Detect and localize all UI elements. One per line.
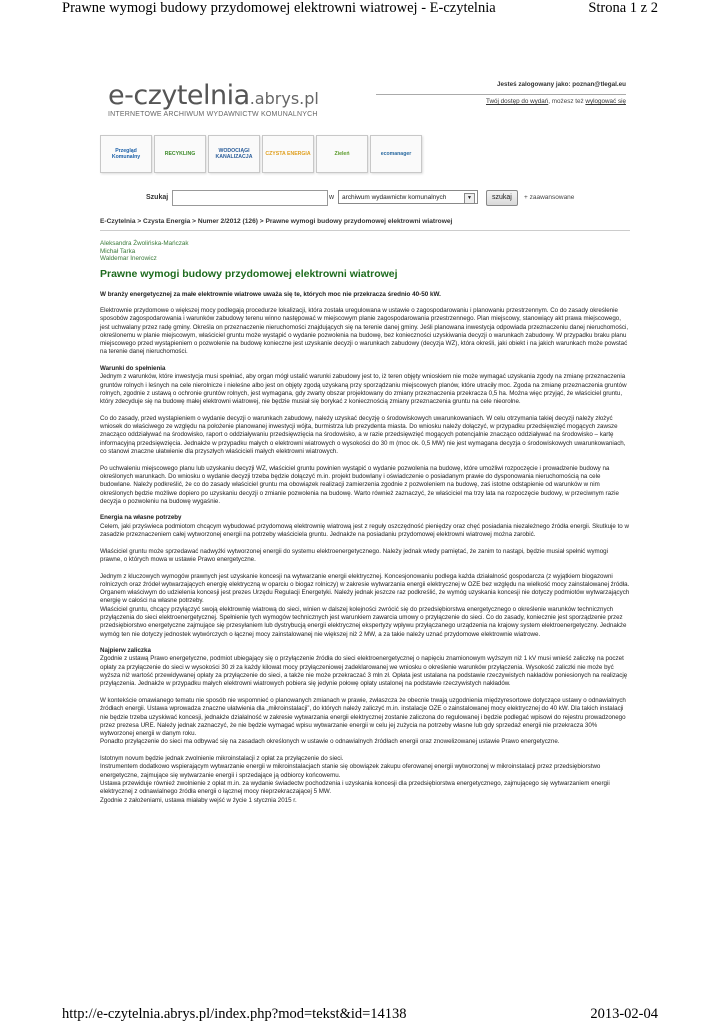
banner-label: Przegląd Komunalny [111,148,141,160]
banner-label: WODOCIĄGI KANALIZACJA [215,148,253,160]
chevron-down-icon[interactable]: ▼ [464,193,475,204]
site-tagline: INTERNETOWE ARCHIWUM WYDAWNICTW KOMUNALNYCH [108,111,318,118]
banner-label: RECYKLING [164,151,196,157]
author[interactable]: Aleksandra Żwolińska-Mańczak [100,240,189,247]
breadcrumb-divider [100,230,630,231]
breadcrumb [100,218,630,231]
publication-banner[interactable] [100,135,152,173]
logo-main: e-czytelnia [108,80,250,111]
article-title: Prawne wymogi budowy przydomowej elektrowni wiatrowej [100,268,398,280]
article-lead: W branży energetycznej za małe elektrownie wiatrowe uważa się te, których moc nie przekracza średnio 40-50 kW. [100,291,441,298]
search-bar [100,190,630,206]
print-footer-date: 2013-02-04 [590,1006,658,1022]
banner-label: Zieleń [334,151,350,157]
paragraph: Elektrownie przydomowe o większej mocy podlegają procedurze lokalizacji, która została uregulowana w ustawie o zagospodarowaniu i planowaniu przestrzennym. Co do zasady określenie sposobów zagospodarowania i warunków zabudowy terenu winno następować w miejscowym planie zagospodarowania przestrzennego. Plan miejscowy, stanowiący akt prawa miejscowego, jest uchwalany przez radę gminy. Określa on przeznaczenie nieruchomości znajdujących się na terenie danej gminy. Jeśli planowana inwestycja odpowiada przeznaczeniu danej nieruchomości, określonemu w planie miejscowym, właściciel gruntu może wystąpić o wydanie pozwolenia na budowę, bez konieczności uzyskiwania decyzji o warunkach zabudowy. W przypadku braku planu miejscowego przed wystąpieniem o pozwolenie na budowę konieczne jest uzyskanie decyzji o warunkach zabudowy (decyzja WZ), która określi, jaki obiekt i na jakich warunkach może powstać na terenie danej nieruchomości. [100,307,629,356]
paragraph: Celem, jaki przyświeca podmiotom chcącym wybudować przydomową elektrownię wiatrową jest z reguły oszczędność pieniędzy oraz chęć posiadania niezależnego źródła energii. Skutkuje to w zasadzie przeznaczeniem całej wytworzonej energii na potrzeby właściciela gruntu. Jednakże na posiadaniu przydomowej elektrowni wiatrowej można zarobić. [100,522,629,539]
user-divider [376,94,626,95]
access-mid-text: , możesz też [548,98,586,105]
print-footer [0,1006,724,1024]
paragraph: Jednym z warunków, które inwestycja musi spełniać, aby organ mógł ustalić warunki zabudowy jest to, iż teren objęty wnioskiem nie może wymagać uzyskania zgody na zmianę przeznaczenia gruntów rolnych i leśnych na cele nierolnicze i nieleśne albo jest on objęty zgodą uzyskaną przy sporządzaniu miejscowych planów, które utraciły moc. Zgoda na zmianę przeznaczenia gruntów rolnych, zgodnie z ustawą o ochronie gruntów rolnych, jest wymagana, gdy zwarty obszar projektowany do zmiany przeznaczenia przekracza 0,5 ha. Można więc przyjąć, że właściciel gruntu, który zdecyduje się na budowę małej elektrowni wiatrowej, nie będzie musiał się borykać z koniecznością zmiany przeznaczenia gruntu na cele nieorolne. [100,373,627,406]
publication-banner[interactable] [208,135,260,173]
paragraph: Po uchwaleniu miejscowego planu lub uzyskaniu decyzji WZ, właściciel gruntu powinien wystąpić o wydanie pozwolenia na budowę, które umożliwi rozpoczęcie i prowadzenie budowy na określonych warunkach. Do wniosku o wydanie decyzji trzeba będzie dołączyć m.in. projekt budowlany i oświadczenie o posiadanym prawie do dysponowania nieruchomością na cele budowlane. Należy podkreślić, że co do zasady właściciel gruntu ma obowiązek realizacji zamierzenia zgodnie z pozwoleniem na budowę, zaś istotne odstąpienie od warunków w nim określonych będzie możliwe dopiero po uzyskaniu decyzji o zmianie pozwolenia na budowę. Warto również zaznaczyć, że właściciel ma trzy lata na rozpoczęcie budowy, w przeciwnym razie decyzja o pozwoleniu na budowę wygaśnie. [100,464,619,505]
access-link[interactable]: Twój dostęp do wydań [485,98,549,105]
paragraph: Jednym z kluczowych wymogów prawnych jest uzyskanie koncesji na wytwarzanie energii elektrycznej. Koncesjonowaniu podlega każda działalność gospodarcza (z wyjątkiem biogazowni rolniczych oraz źródeł wytwarzających energię elektryczną w oparciu o biogaz rolniczy) w zakresie wytwarzania energii elektrycznej w OZE bez względu na wielkość mocy zainstalowanej źródła. Organem właściwym do udzielenia koncesji jest prezes Urzędu Regulacji Energetyki. Należy jednak jeszcze raz podkreślić, że wymóg uzyskania koncesji nie dotyczy podmiotów wytwarzających energię w całości na własne potrzeby. Właściciel gruntu, chcący przyłączyć swoją elektrownię wiatrową do sieci, winien w dalszej kolejności zwrócić się do przedsiębiorstwa energetycznego o określenie warunków technicznych przyłączenia do sieci elektroenergetycznej. Spełnienie tych wymogów technicznych jest warunkiem zawarcia umowy o przyłączenie do sieci. Co do zasady, koniecznie jest sporządzenie przez przedsiębiorstwo energetyczne zajmujące się przesyłaniem lub dystrybucją energii elektrycznej ekspertyzy wpływu przyłączanego urządzenia na krajowy system elektroenergetyczny. Jednakże wymóg ten nie dotyczy jednostek wytwórczych o łącznej mocy zainstalowanej nie większej niż 2 MW, a za takie należy uznać przydomowe elektrownie wiatrowe. [100,572,630,638]
article-authors [100,240,189,263]
print-header-title: Prawne wymogi budowy przydomowej elektrowni wiatrowej - E-czytelnia [62,0,496,16]
publication-banner[interactable] [154,135,206,173]
search-input[interactable] [172,190,328,206]
access-line [376,98,626,105]
publication-banner[interactable] [262,135,314,173]
banner-label: ecomanager [380,151,412,157]
print-header [0,0,724,18]
print-footer-url: http://e-czytelnia.abrys.pl/index.php?mod=tekst&id=14138 [62,1006,407,1022]
author[interactable]: Waldemar Inerowicz [100,255,157,263]
publication-banner[interactable] [370,135,422,173]
section-heading: Energia na własne potrzeby [100,514,182,522]
search-scope-select[interactable] [338,190,478,204]
banner-label: CZYSTA ENERGIA [265,151,311,157]
search-in-label: w [329,194,335,201]
site-logo[interactable] [108,80,319,111]
paragraph: W kontekście omawianego tematu nie sposób nie wspomnieć o planowanych zmianach w prawie, zwłaszcza że obecnie trwają uzgodnienia międzyresortowe dotyczące ustawy o odnawialnych źródłach energii. Ustawa wprowadza znaczne ułatwienia dla „mikroinstalacji”, do których należy zaliczyć m.in. instalacje OZE o zainstalowanej mocy elektrycznej do 40 kW. Dla takich instalacji nie będzie trzeba uzyskiwać koncesji, jednakże działalność w zakresie wytwarzania energii elektrycznej zostanie zaliczona do regulowanej i będzie podlegać wpisowi do rejestru prowadzonego przez prezesa URE. Należy jednak zaznaczyć, że nie będzie wymagać wpisu wytwarzanie energii w celu jej zużycia na potrzeby własne lub gdy sprzedaż energii nie przekracza 30% wytworzonej energii w danym roku. Ponadto przyłączenie do sieci ma odbywać się na zasadach określonych w ustawie o odnawialnych źródłach energii oraz znowelizowanej ustawie Prawo energetyczne. [100,696,626,746]
logout-link[interactable]: wylogować się [585,98,626,105]
breadcrumb-text[interactable]: E-Czytelnia > Czysta Energia > Numer 2/2012 (126) > Prawne wymogi budowy przydomowej elektrowni wiatrowej [100,218,453,225]
logged-in-user: Jesteś zalogowany jako: poznan@tlegal.eu [497,81,626,88]
article-body [100,307,630,813]
publication-banner[interactable] [316,135,368,173]
paragraph: Co do zasady, przed wystąpieniem o wydanie decyzji o warunkach zabudowy, należy uzyskać decyzję o środowiskowych uwarunkowaniach. W celu otrzymania takiej decyzji należy złożyć wniosek do właściwego ze względu na położenie planowanej inwestycji wójta, burmistrza lub prezydenta miasta. Do wniosku należy dołączyć, w przypadku przedsięwzięć mogących zawsze znacząco oddziaływać na środowisko, raport o oddziaływaniu przedsięwzięcia na środowisko, a w razie przedsięwzięć mogących potencjalnie znacząco oddziaływać na środowisko – kartę informacyjną przedsięwzięcia. Jednakże w przypadku małych o elektrowni wiatrowych o wysokości do 30 m (moc ok. 0,5 MW) nie jest wymagana decyzja o środowiskowych uwarunkowaniach, co stanowi znaczne ułatwienie dla przyszłych właścicieli małych elektrowni wiatrowych. [100,414,626,456]
search-scope-value: archiwum wydawnictw komunalnych [342,194,447,201]
user-box [376,81,626,105]
section-heading: Najpierw zaliczka [100,647,151,655]
publication-banners [100,135,630,175]
paragraph: Istotnym novum będzie jednak zwolnienie mikroinstalacji z opłat za przyłączenie do sieci. Instrumentem dodatkowo wspierającym wytwarzanie energii w mikroinstalacjach stanie się obowiązek zakupu oferowanej energii wytworzonej w mikroinstalacji przez przedsiębiorstwo energetyczne, zajmujące się wytwarzanie energii i sprzedające ją odbiorcy końcowemu. Ustawa przewiduje również zwolnienie z opłat m.in. za wydanie świadectw pochodzenia i uzyskania koncesji dla przedsiębiorstwa energetycznego, zajmującego się wytwarzaniem energii elektrycznej z odnawialnego źródła energii o łącznej mocy nieprzekraczającej 5 MW. Zgodnie z założeniami, ustawa miałaby wejść w życie 1 stycznia 2015 r. [100,755,610,804]
print-header-page: Strona 1 z 2 [588,0,658,16]
paragraph: Zgodnie z ustawą Prawo energetyczne, podmiot ubiegający się o przyłączenie źródła do sieci elektroenergetycznej o napięciu znamionowym wyższym niż 1 kV musi wnieść zaliczkę na poczet opłaty za przyłączenie do sieci w wysokości 30 zł za każdy kilowat mocy przyłączeniowej zadeklarowanej we wniosku o określenie warunków przyłączenia. Wysokość zaliczki nie może być wyższa niż wartość przewidywanej opłaty za przyłączenie do sieci, a także nie może przekraczać 3 mln zł. Opłata jest ustalana na podstawie rzeczywistych nakładów poniesionych na realizację przyłączenia. Jednakże w przypadku małych elektrowni wiatrowych pobiera się jedynie połowę opłaty ustalonej na podstawie rzeczywistych nakładów. [100,655,628,688]
search-button[interactable]: szukaj [486,190,518,206]
advanced-search-link[interactable]: + zaawansowane [524,194,575,201]
paragraph: Właściciel gruntu może sprzedawać nadwyżki wytworzonej energii do systemu elektroenergetycznego. Należy jednak wtedy pamiętać, że zanim to nastąpi, będzie musiał spełnić wymogi prawne, o których mowa w ustawie Prawo energetyczne. [100,547,608,563]
search-label: Szukaj [146,194,169,201]
section-heading: Warunki do spełnienia [100,365,166,373]
author[interactable]: Michał Tarka [100,247,136,255]
logo-sub: .abrys.pl [249,89,319,108]
